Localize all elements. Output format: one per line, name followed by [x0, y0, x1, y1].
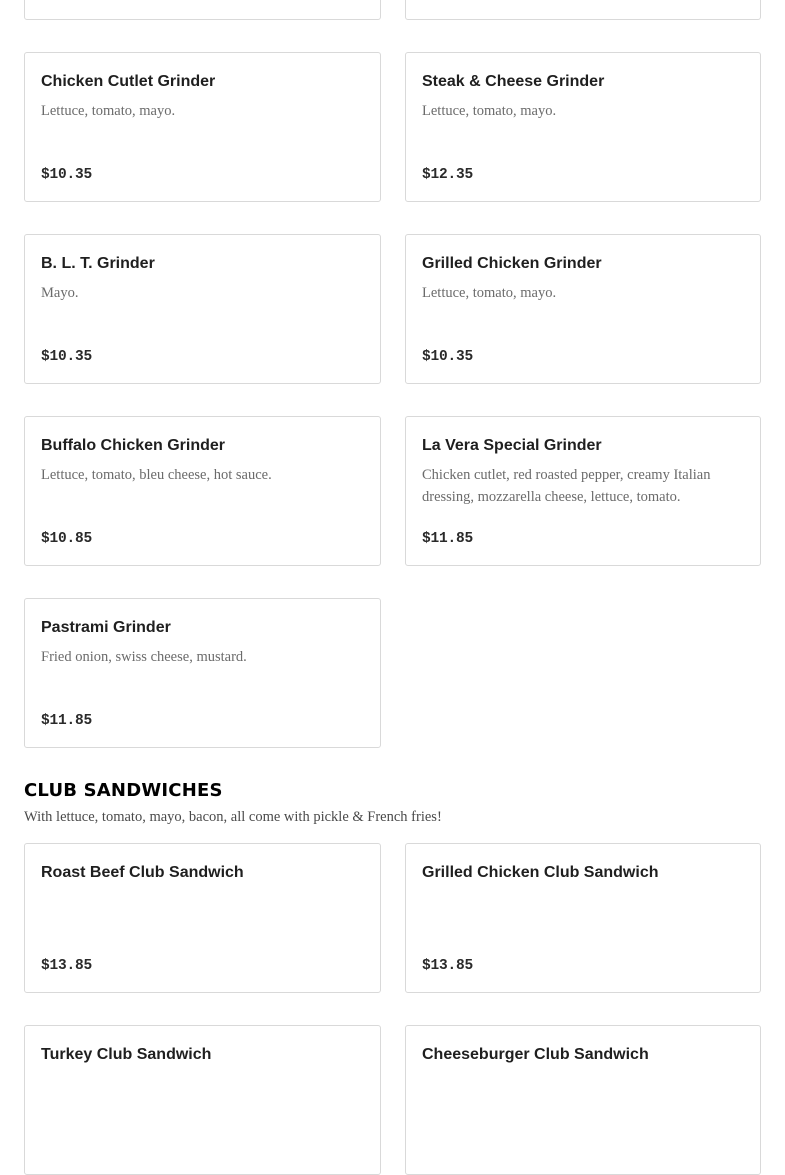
menu-item-description: Lettuce, tomato, mayo.: [41, 103, 176, 119]
menu-item-name: Pastrami Grinder: [41, 619, 171, 636]
menu-item-price: $10.35: [422, 349, 474, 365]
menu-item-name: Grilled Chicken Grinder: [422, 255, 602, 272]
menu-item-name: Cheeseburger Club Sandwich: [422, 1046, 649, 1063]
menu-item-price: $13.85: [422, 958, 474, 974]
menu-item-price: $10.35: [41, 349, 93, 365]
menu-item-price: $11.85: [422, 531, 474, 547]
menu-item-name: Grilled Chicken Club Sandwich: [422, 864, 659, 881]
menu-item-card[interactable]: [405, 1025, 761, 1175]
menu-item-description: Lettuce, tomato, bleu cheese, hot sauce.: [41, 467, 272, 483]
menu-item-name: La Vera Special Grinder: [422, 437, 602, 454]
menu-item-description: Chicken cutlet, red roasted pepper, creamy Italian dressing, mozzarella cheese, lettuce, tomato.: [422, 467, 711, 505]
menu-grid-partial: [0, 0, 785, 20]
menu-item-description: Mayo.: [41, 285, 79, 301]
menu-item-card[interactable]: [405, 843, 761, 993]
menu-item-name: Turkey Club Sandwich: [41, 1046, 212, 1063]
menu-item-card[interactable]: [405, 0, 761, 20]
menu-item-name: Chicken Cutlet Grinder: [41, 73, 216, 90]
menu-item-card[interactable]: [24, 598, 381, 748]
menu-item-card[interactable]: [24, 52, 381, 202]
menu-item-description: Lettuce, tomato, mayo.: [422, 103, 557, 119]
menu-item-card[interactable]: [24, 234, 381, 384]
section-subtitle: With lettuce, tomato, mayo, bacon, all come with pickle & French fries!: [24, 809, 442, 825]
menu-item-price: $10.85: [41, 531, 93, 547]
menu-item-description: Lettuce, tomato, mayo.: [422, 285, 557, 301]
menu-item-name: Buffalo Chicken Grinder: [41, 437, 226, 454]
menu-item-price: $10.35: [41, 167, 93, 183]
section-title: CLUB SANDWICHES: [24, 780, 223, 801]
menu-item-card[interactable]: [24, 843, 381, 993]
menu-item-name: B. L. T. Grinder: [41, 255, 155, 272]
section-header-club-sandwiches: [0, 780, 785, 827]
menu-item-card[interactable]: [405, 416, 761, 566]
grinders-grid: [0, 52, 785, 748]
menu-item-price: $12.35: [422, 167, 474, 183]
menu-item-price: $11.85: [41, 713, 93, 729]
menu-item-card[interactable]: [405, 234, 761, 384]
menu-item-card[interactable]: [24, 1025, 381, 1175]
menu-item-description: Fried onion, swiss cheese, mustard.: [41, 649, 247, 665]
menu-item-name: Steak & Cheese Grinder: [422, 73, 605, 90]
menu-item-card[interactable]: [24, 416, 381, 566]
menu-item-name: Roast Beef Club Sandwich: [41, 864, 244, 881]
menu-item-price: $13.85: [41, 958, 93, 974]
club-sandwiches-grid: [0, 843, 785, 1175]
menu-item-card[interactable]: [24, 0, 381, 20]
menu-item-card[interactable]: [405, 52, 761, 202]
